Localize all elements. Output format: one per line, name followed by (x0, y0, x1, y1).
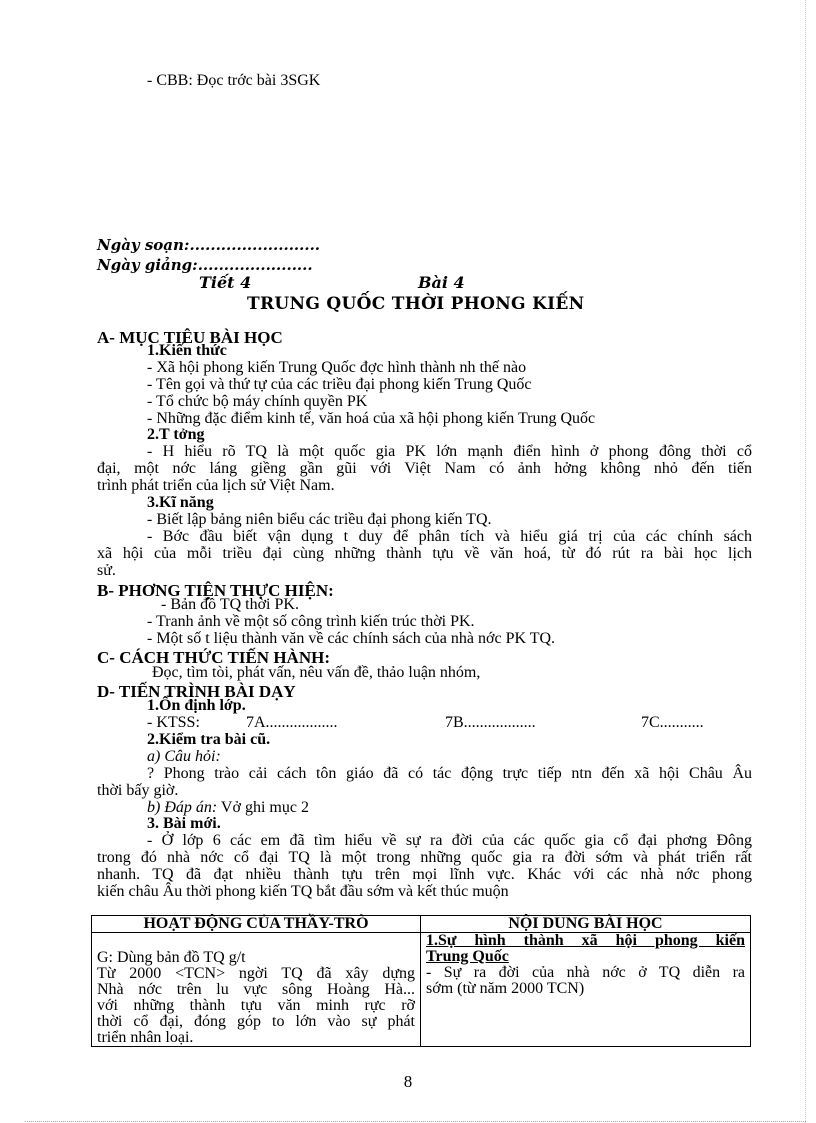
content-title: 1.Sự hình thành xã hội phong kiến (426, 932, 745, 949)
list-item: - Tên gọi và thứ tự của các triều đại phong kiến Trung Quốc (147, 376, 532, 393)
intro-line: nhanh. TQ đã đạt nhiều thành tựu trên mọi lĩnh vực. Khác với các nhà nớc phong (97, 866, 752, 883)
table-cell-content (421, 933, 751, 1047)
ktss-label: - KTSS: (147, 714, 200, 731)
question-line: thời bấy giờ. (97, 782, 179, 799)
question-label: a) Câu hỏi: (147, 748, 221, 765)
section-d-sub3: 3. Bài mới. (147, 815, 221, 832)
intro-line: - Ở lớp 6 các em đã tìm hiểu về sự ra đời của các quốc gia cổ đại phơng Đông (147, 832, 752, 849)
teach-date: Ngày giảng:...................... (97, 256, 313, 274)
section-d-sub1: 1.Ổn định lớp. (147, 697, 246, 714)
section-d-sub2: 2.Kiểm tra bài cũ. (147, 731, 271, 748)
section-a-sub2: 2.T tởng (147, 426, 205, 443)
table-line: Từ 2000 <TCN> ngời TQ đã xây dựng (97, 965, 415, 982)
table-line: - Sự ra đời của nhà nớc ở TQ diễn ra (426, 964, 745, 981)
lesson-title: TRUNG QUỐC THỜI PHONG KIẾN (247, 294, 585, 314)
table-line: Nhà nớc trên lu vực sông Hoàng Hà... (97, 981, 415, 998)
section-a-sub1: 1.Kiến thức (147, 342, 227, 359)
section-a-sub3: 3.Kĩ năng (147, 494, 214, 511)
paragraph-line: trình phát triển của lịch sử Việt Nam. (97, 477, 335, 494)
answer-label: b) Đáp án: (147, 799, 218, 816)
table-line: G: Dùng bản đồ TQ g/t (97, 949, 246, 966)
class-7a: 7A.................. (246, 714, 338, 731)
page-border-bottom (25, 1121, 806, 1122)
list-item: - Tranh ảnh về một số công trình kiến trúc thời PK. (147, 613, 475, 630)
section-d-heading: D- TIẾN TRÌNH BÀI DẠY (97, 682, 296, 701)
section-c-text: Đọc, tìm tòi, phát vấn, nêu vấn đề, thảo luận nhóm, (152, 664, 481, 681)
paragraph-line: - Bớc đầu biết vận dụng t duy để phân tích và hiểu giá trị của các chính sách (147, 528, 752, 545)
section-c-heading: C- CÁCH THỨC TIẾN HÀNH: (97, 648, 330, 667)
intro-line: kiến châu Âu thời phong kiến TQ bắt đầu sớm và kết thúc muộn (97, 883, 509, 900)
table-line: triển nhân loại. (97, 1029, 194, 1046)
table-line: với những thành tựu văn minh rực rỡ (97, 997, 415, 1014)
paragraph-line: xã hội của mỗi triều đại cùng những thành tựu về văn hoá, từ đó rút ra bài học lịch (97, 545, 752, 562)
table-header-activities: HOẠT ĐỘNG CỦA THẦY-TRÒ (92, 916, 421, 933)
lesson-table (91, 915, 751, 1047)
class-7c: 7C........... (641, 714, 704, 731)
period-label: Tiết 4 (199, 273, 252, 292)
paragraph-line: đại, một nớc láng giềng gần gũi với Việt Nam có ảnh hởng không nhỏ đến tiến (97, 460, 752, 477)
intro-line: trong đó nhà nớc cổ đại TQ là một trong những quốc gia ra đời sớm và phát triển rất (97, 849, 752, 866)
class-7b: 7B.................. (445, 714, 536, 731)
list-item: - Xã hội phong kiến Trung Quốc đợc hình thành nh thế nào (147, 359, 527, 376)
lesson-label: Bài 4 (418, 273, 465, 292)
list-item: - Bản đồ TQ thời PK. (161, 596, 299, 613)
table-line: thời cổ đại, đóng góp to lớn vào sự phát (97, 1013, 415, 1030)
list-item: - Những đặc điểm kinh tế, văn hoá của xã hội phong kiến Trung Quốc (147, 410, 596, 427)
list-item: - Biết lập bảng niên biểu các triều đại phong kiến TQ. (147, 511, 492, 528)
content-title: Trung Quốc (426, 948, 509, 965)
paragraph-line: sử. (97, 562, 116, 579)
page-border-right (805, 0, 806, 1123)
table-header-content: NỘI DUNG BÀI HỌC (421, 916, 751, 933)
section-a-heading: A- MỤC TIÊU BÀI HỌC (97, 328, 283, 347)
table-cell-activities (92, 933, 421, 1047)
answer-text: Vở ghi mục 2 (217, 799, 309, 816)
top-note: - CBB: Đọc trớc bài 3SGK (147, 72, 321, 89)
prep-date: Ngày soạn:......................... (97, 236, 321, 254)
table-line: sớm (từ năm 2000 TCN) (426, 980, 585, 997)
page-number: 8 (403, 1072, 413, 1091)
question-line: ? Phong trào cải cách tôn giáo đã có tác động trực tiếp ntn đến xã hội Châu Âu (147, 765, 752, 782)
section-b-heading: B- PHƠNG TIỆN THỰC HIỆN: (97, 581, 334, 600)
list-item: - Một số t liệu thành văn về các chính sách của nhà nớc PK TQ. (147, 630, 556, 647)
paragraph-line: - H hiểu rõ TQ là một quốc gia PK lớn mạnh điển hình ở phong đông thời cổ (147, 443, 752, 460)
list-item: - Tổ chức bộ máy chính quyền PK (147, 393, 368, 410)
